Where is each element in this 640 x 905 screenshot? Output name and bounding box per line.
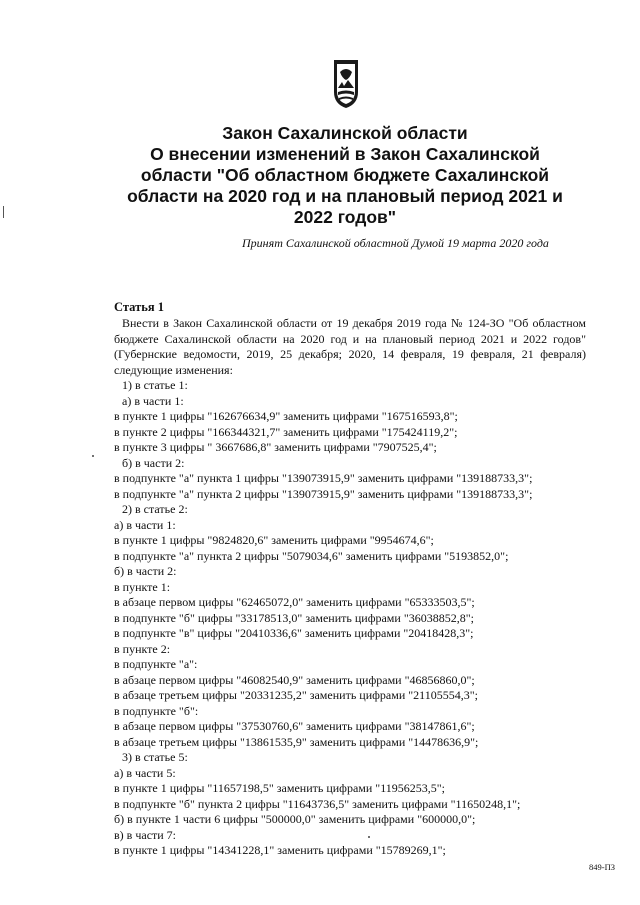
list-item: в подпункте "в" цифры "20410336,6" заменить цифрами "20418428,3"; [114, 626, 474, 640]
list-item: в подпункте "а": [114, 657, 198, 671]
article-heading: Статья 1 [114, 300, 164, 314]
scan-speck [368, 836, 370, 838]
list-item: б) в части 2: [114, 564, 177, 578]
list-item: в пункте 1 цифры "9824820,6" заменить цифрами "9954674,6"; [114, 533, 434, 547]
law-title [95, 123, 595, 228]
intro-line: бюджете Сахалинской области на 2020 год и на плановый период 2021 и 2022 годов" [114, 331, 586, 346]
list-item: б) в части 2: [122, 455, 185, 470]
title-line: О внесении изменений в Закон Сахалинской [150, 144, 540, 164]
list-item: а) в части 1: [114, 517, 176, 532]
scan-speck [92, 455, 94, 457]
list-item: в подпункте "а" пункта 2 цифры "139073915,9" заменить цифрами "139188733,3"; [114, 486, 533, 501]
title-line: 2022 годов" [293, 207, 397, 227]
list-item: а) в части 5: [114, 765, 176, 780]
list-item: в подпункте "б": [114, 703, 199, 718]
document-code: 849-ПЗ [589, 862, 615, 872]
list-item: б) в пункте 1 части 6 цифры "500000,0" заменить цифрами "600000,0"; [114, 812, 476, 826]
list-item: в пункте 1 цифры "162676634,9" заменить цифрами "167516593,8"; [114, 409, 458, 423]
list-item: а) в части 1: [122, 393, 184, 408]
list-item: в пункте 1: [114, 579, 171, 594]
list-item: в пункте 1 цифры "11657198,5" заменить цифрами "11956253,5"; [114, 781, 445, 795]
list-item: в пункте 3 цифры " 3667686,8" заменить цифрами "7907525,4"; [114, 440, 437, 454]
list-item: в абзаце третьем цифры "13861535,9" заменить цифрами "14478636,9"; [114, 734, 479, 749]
title-line: области на 2020 год и на плановый период 2021 и [127, 186, 563, 206]
list-item: в абзаце третьем цифры "20331235,2" заменить цифрами "21105554,3"; [114, 688, 478, 702]
intro-line: следующие изменения: [114, 362, 233, 377]
list-item: в подпункте "б" пункта 2 цифры "11643736,5" заменить цифрами "11650248,1"; [114, 796, 521, 811]
adoption-note: Принят Сахалинской областной Думой 19 марта 2020 года [242, 236, 549, 250]
list-item: в абзаце первом цифры "37530760,6" заменить цифрами "38147861,6"; [114, 719, 475, 733]
list-item: в подпункте "б" цифры "33178513,0" заменить цифрами "36038852,8"; [114, 610, 474, 625]
list-item: в пункте 2: [114, 641, 171, 656]
title-line: Закон Сахалинской области [222, 123, 468, 143]
list-item: 2) в статье 2: [122, 502, 188, 516]
list-item: в подпункте "а" пункта 1 цифры "139073915,9" заменить цифрами "139188733,3"; [114, 471, 533, 485]
list-item: в абзаце первом цифры "46082540,9" заменить цифрами "46856860,0"; [114, 672, 475, 687]
list-item: 1) в статье 1: [122, 378, 188, 392]
list-item: в пункте 1 цифры "14341228,1" заменить цифрами "15789269,1"; [114, 843, 446, 857]
intro-line: Внести в Закон Сахалинской области от 19 декабря 2019 года № 124-ЗО "Об областном [122, 316, 586, 330]
list-item: 3) в статье 5: [122, 750, 188, 764]
sakhalin-coat-of-arms-icon [331, 58, 361, 110]
list-item: в) в части 7: [114, 827, 177, 842]
list-item: в пункте 2 цифры "166344321,7" заменить цифрами "175424119,2"; [114, 424, 458, 439]
list-item: в абзаце первом цифры "62465072,0" заменить цифрами "65333503,5"; [114, 595, 475, 609]
title-line: области "Об областном бюджете Сахалинской [140, 165, 550, 185]
list-item: в подпункте "а" пункта 2 цифры "5079034,6" заменить цифрами "5193852,0"; [114, 548, 509, 563]
scan-margin-mark [3, 206, 4, 218]
intro-line: (Губернские ведомости, 2019, 25 декабря; 2020, 14 февраля, 19 февраля, 21 февраля) [114, 347, 586, 361]
